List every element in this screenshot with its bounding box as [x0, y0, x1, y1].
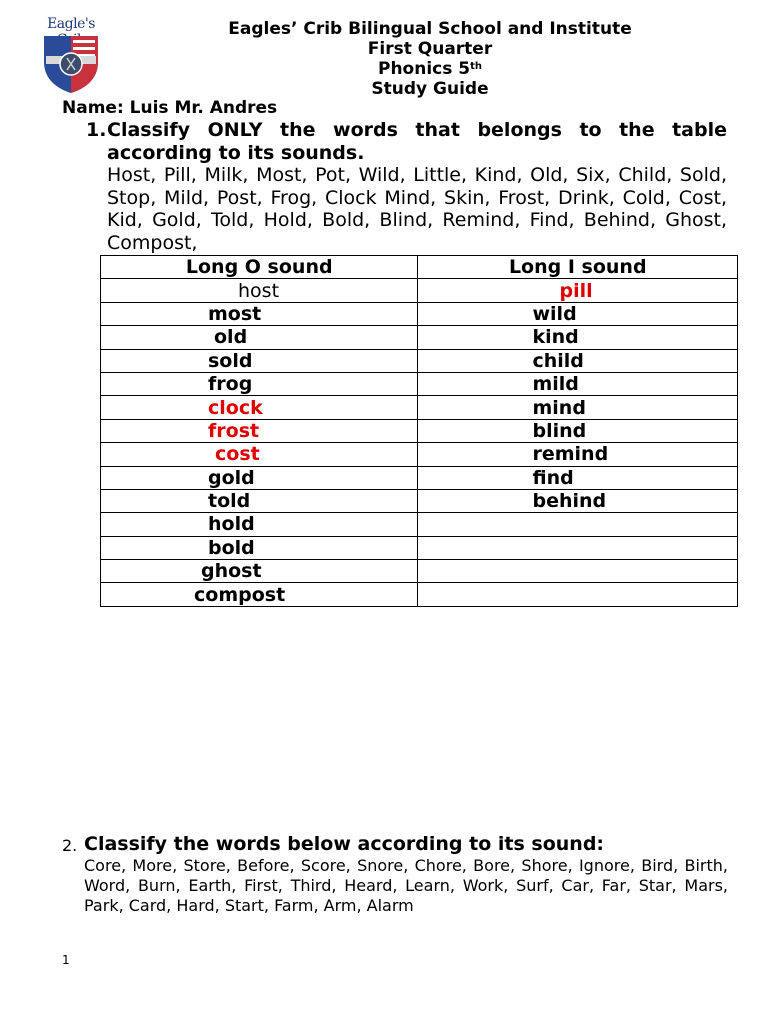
- question-1: [107, 119, 727, 254]
- long-i-cell: wild: [418, 302, 738, 325]
- subject-title: [100, 59, 760, 79]
- long-o-cell: sold: [101, 349, 418, 372]
- long-i-cell: blind: [418, 419, 738, 442]
- long-o-cell: frost: [101, 419, 418, 442]
- table-row: [101, 302, 738, 325]
- long-o-cell: most: [101, 302, 418, 325]
- question-2-instruction: Classify the words below according to its sound:: [84, 833, 605, 855]
- long-o-cell: cost: [101, 443, 418, 466]
- long-o-cell: bold: [101, 536, 418, 559]
- long-o-cell: gold: [101, 466, 418, 489]
- long-o-cell: host: [101, 279, 418, 302]
- school-logo: [34, 16, 108, 96]
- long-i-cell: [418, 536, 738, 559]
- logo-text: Eagle's: [47, 16, 95, 32]
- long-i-cell: pill: [418, 279, 738, 302]
- question-1-instruction: Classify ONLY the words that belongs to the table according to its sounds.: [107, 119, 727, 164]
- long-o-cell: frog: [101, 372, 418, 395]
- long-i-cell: behind: [418, 489, 738, 512]
- long-o-cell: old: [101, 326, 418, 349]
- subject-superscript: th: [470, 61, 483, 72]
- long-o-cell: compost: [101, 583, 418, 606]
- long-o-cell: ghost: [101, 560, 418, 583]
- question-2-word-list: Core, More, Store, Before, Score, Snore, Chore, Bore, Shore, Ignore, Bird, Birth, Word, Burn, Earth, First, Third, Heard, Learn, Work, Surf, Car, Far, Star, Mars, Park, Card, Hard, Start, Farm, Arm, Alarm: [84, 856, 728, 915]
- long-o-cell: told: [101, 489, 418, 512]
- header-long-o: Long O sound: [101, 256, 418, 279]
- long-i-cell: mild: [418, 372, 738, 395]
- school-name: Eagles’ Crib Bilingual School and Institute: [228, 19, 632, 39]
- table-row: [101, 326, 738, 349]
- quarter-title: First Quarter: [367, 39, 493, 59]
- table-row: [101, 349, 738, 372]
- school-crest-icon: [40, 32, 102, 94]
- table-row: [101, 489, 738, 512]
- table-row: [101, 583, 738, 606]
- question-1-number: 1.: [86, 119, 107, 141]
- long-i-cell: find: [418, 466, 738, 489]
- table-row: [101, 279, 738, 302]
- header-long-i: Long I sound: [418, 256, 738, 279]
- table-row: [101, 396, 738, 419]
- table-header-row: [101, 256, 738, 279]
- table-row: [101, 513, 738, 536]
- long-i-cell: [418, 560, 738, 583]
- long-i-cell: [418, 583, 738, 606]
- long-i-cell: remind: [418, 443, 738, 466]
- long-i-cell: [418, 513, 738, 536]
- table-row: [101, 372, 738, 395]
- sound-classification-table: [100, 255, 738, 607]
- table-row: [101, 419, 738, 442]
- table-row: [101, 560, 738, 583]
- table-row: [101, 443, 738, 466]
- student-name: Name: Luis Mr. Andres: [62, 98, 278, 118]
- long-i-cell: mind: [418, 396, 738, 419]
- long-i-cell: kind: [418, 326, 738, 349]
- document-title: Study Guide: [371, 79, 489, 99]
- table-row: [101, 536, 738, 559]
- question-1-word-list: Host, Pill, Milk, Most, Pot, Wild, Little, Kind, Old, Six, Child, Sold, Stop, Mild, Post, Frog, Clock Mind, Skin, Frost, Drink, Cold, Cost, Kid, Gold, Told, Hold, Bold, Blind, Remind, Find, Behind, Ghost, Compost,: [107, 164, 727, 254]
- table-row: [101, 466, 738, 489]
- subject-text: Phonics 5: [377, 59, 471, 79]
- long-o-cell: clock: [101, 396, 418, 419]
- page-number: 1: [62, 953, 70, 967]
- question-2: [84, 832, 728, 916]
- long-o-cell: hold: [101, 513, 418, 536]
- long-i-cell: child: [418, 349, 738, 372]
- question-2-number: 2.: [62, 836, 78, 855]
